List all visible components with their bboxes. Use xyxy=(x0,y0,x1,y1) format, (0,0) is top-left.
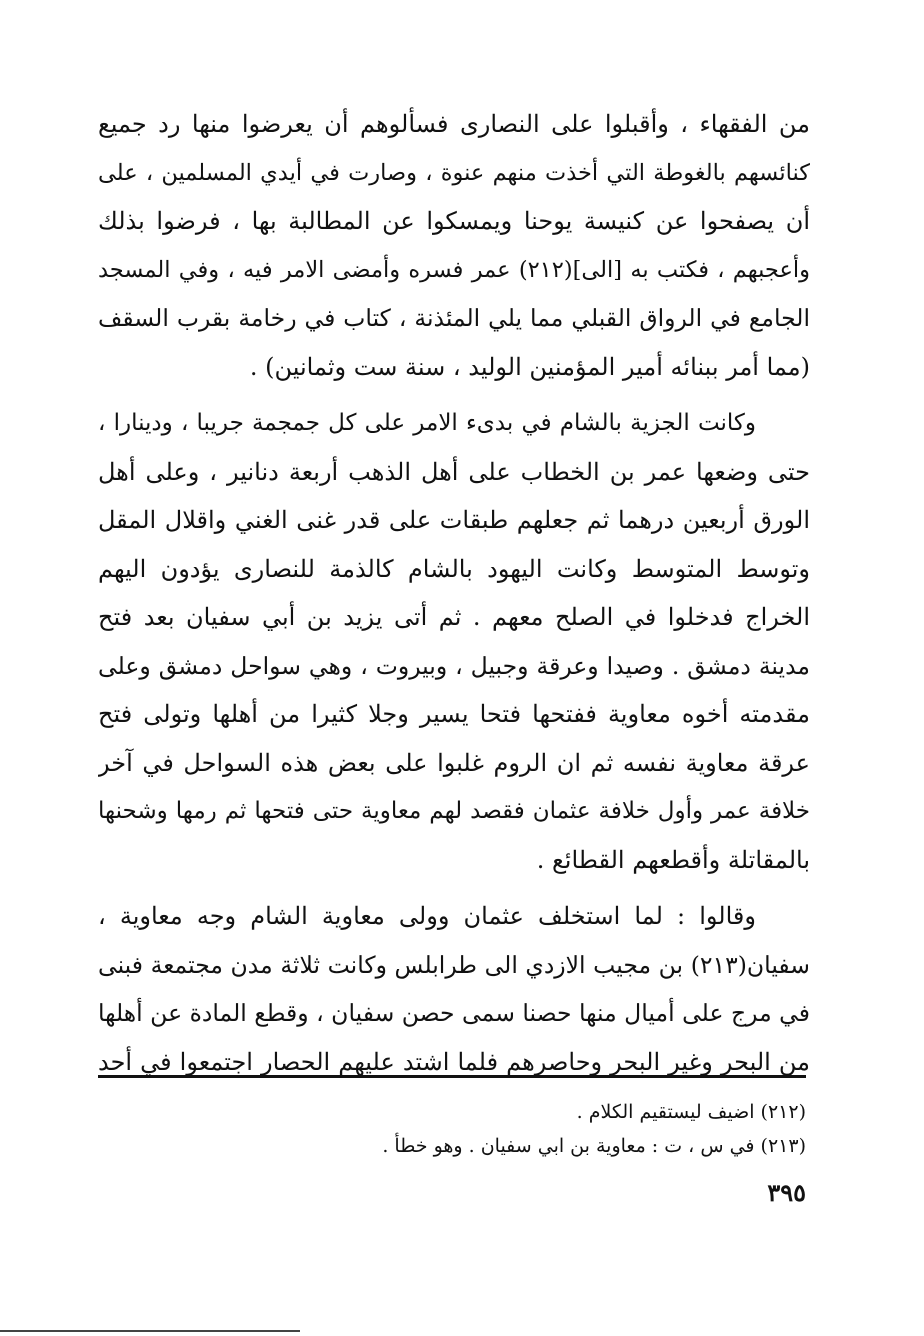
text-line: وتوسط المتوسط وكانت اليهود بالشام كالذمة للنصارى يؤدون اليهم xyxy=(98,554,810,583)
footnotes xyxy=(98,1095,806,1163)
text-line: في مرج على أميال منها حصنا سمى حصن سفيان ، وقطع المادة عن أهلها xyxy=(98,999,810,1027)
text-line: عرقة معاوية نفسه ثم ان الروم غلبوا على بعض هذه السواحل في آخر xyxy=(98,748,810,777)
text-line: مقدمته أخوه معاوية ففتحها فتحا يسير وجلا كثيرا من أهلها وتولى فتح xyxy=(98,700,810,728)
text-line: (مما أمر ببنائه أمير المؤمنين الوليد ، سنة ست وثمانين) . xyxy=(249,352,810,381)
text-line: من البحر وغير البحر وحاصرهم فلما اشتد عليهم الحصار اجتمعوا في أحد xyxy=(98,1047,810,1076)
paragraph-3 xyxy=(98,892,810,1086)
paragraph-gap xyxy=(98,391,810,399)
text-line: مدينة دمشق . وصيدا وعرقة وجبيل ، وبيروت ، وهي سواحل دمشق وعلى xyxy=(98,651,810,680)
page-number: ٣٩٥ xyxy=(767,1178,806,1207)
footnote-213: (٢١٣) في س ، ت : معاوية بن ابي سفيان . وهو خطأ . xyxy=(382,1135,806,1157)
text-line: وأعجبهم ، فكتب به [الى](٢١٢) عمر فسره وأمضى الامر فيه ، وفي المسجد xyxy=(98,256,810,283)
main-text xyxy=(98,100,810,1086)
paragraph-gap xyxy=(98,884,810,892)
text-line: سفيان(٢١٣) بن مجيب الازدي الى طرابلس وكانت ثلاثة مدن مجتمعة فبنى xyxy=(98,950,810,979)
text-line: بالمقاتلة وأقطعهم القطائع . xyxy=(536,845,810,874)
paragraph-2 xyxy=(98,399,810,884)
page-edge-line xyxy=(0,1330,300,1332)
text-line: حتى وضعها عمر بن الخطاب على أهل الذهب أربعة دنانير ، وعلى أهل xyxy=(98,457,810,486)
text-line: وقالوا : لما استخلف عثمان وولى معاوية الشام وجه معاوية ، xyxy=(98,902,756,930)
text-line: الخراج فدخلوا في الصلح معهم . ثم أتى يزيد بن أبي سفيان بعد فتح xyxy=(98,603,810,631)
paragraph-1 xyxy=(98,100,810,391)
footnote-separator-rule xyxy=(98,1075,806,1078)
text-line: أن يصفحوا عن كنيسة يوحنا ويمسكوا عن المطالبة بها ، فرضوا بذلك xyxy=(98,207,810,235)
text-line: من الفقهاء ، وأقبلوا على النصارى فسألوهم أن يعرضوا منها رد جميع xyxy=(98,110,810,138)
text-line: الجامع في الرواق القبلي مما يلي المئذنة ، كتاب في رخامة بقرب السقف xyxy=(98,304,810,332)
footnote-212: (٢١٢) اضيف ليستقيم الكلام . xyxy=(576,1101,806,1123)
text-line: وكانت الجزية بالشام في بدىء الامر على كل جمجمة جريبا ، ودينارا ، xyxy=(98,410,756,436)
text-line: الورق أربعين درهما ثم جعلهم طبقات على قدر غنى الغني واقلال المقل xyxy=(98,506,810,534)
text-line: كنائسهم بالغوطة التي أخذت منهم عنوة ، وصارت في أيدي المسلمين ، على xyxy=(98,159,810,186)
text-line: خلافة عمر وأول خلافة عثمان فقصد لهم معاوية حتى فتحها ثم رمها وشحنها xyxy=(98,798,810,824)
